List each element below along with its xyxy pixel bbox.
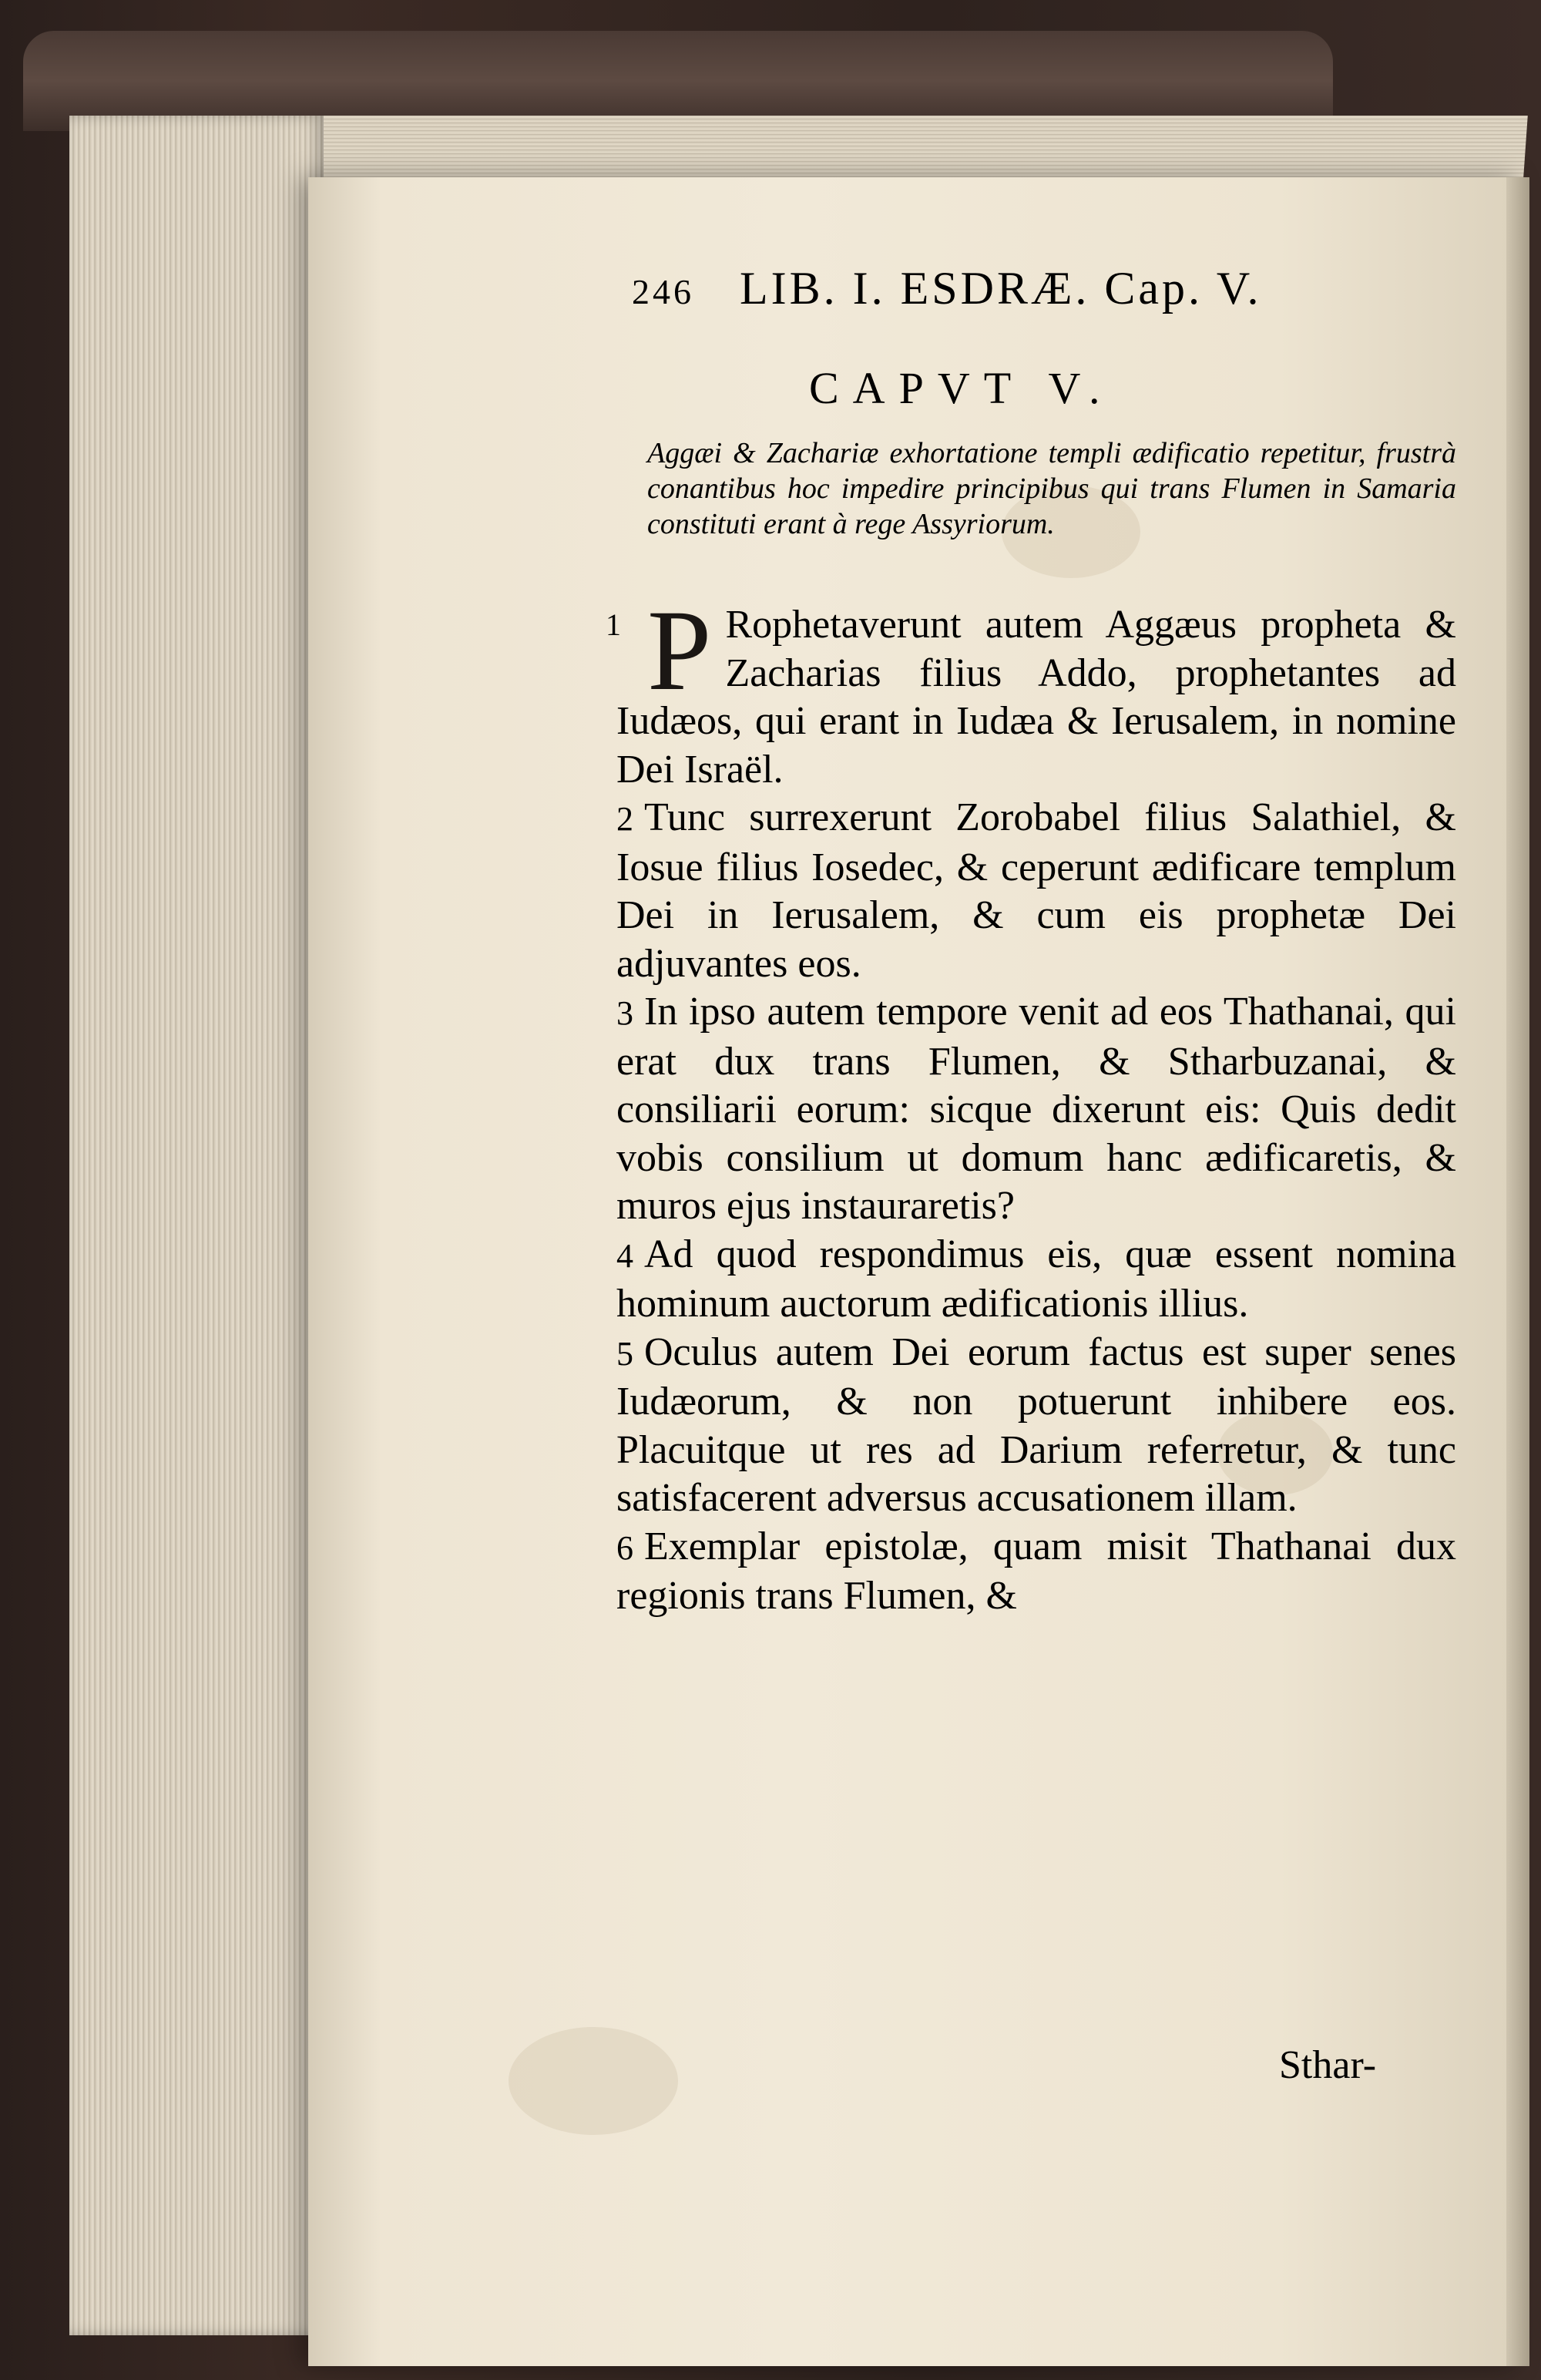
verse-text: Ad quod respondimus eis, quæ essent nomina hominum auctorum ædificationis illius.	[616, 1232, 1456, 1326]
chapter-summary: Aggæi & Zachariæ exhortatione templi ædificatio repetitur, frustrà conantibus hoc impedire principibus qui trans Flumen in Samaria constituti erant à rege Assyriorum.	[647, 437, 1456, 540]
running-head-title: LIB. I. ESDRÆ. Cap. V.	[740, 263, 1262, 314]
verse-number: 4	[616, 1236, 633, 1275]
verse-text: Oculus autem Dei eorum factus est super senes Iudæorum, & non potuerunt inhibere eos. Placuitque ut res ad Darium referretur, & tunc satisfacerent adversus accusationem illam.	[616, 1330, 1456, 1520]
page-edges	[69, 116, 324, 2335]
chapter-title: CAPVT V.	[809, 363, 1114, 413]
verse-1	[606, 587, 1456, 794]
drop-cap-initial: P	[647, 587, 712, 714]
verse-text: In ipso autem tempore venit ad eos Thathanai, qui erat dux trans Flumen, & Stharbuzanai, & consiliarii eorum: sicque dixerunt eis: Quis dedit vobis consilium ut domum hanc ædificaretis, & muros ejus instauraretis?	[616, 990, 1456, 1228]
verse-4	[616, 1231, 1456, 1329]
verse-number: 2	[616, 800, 633, 838]
running-head	[632, 262, 1464, 315]
verse-3	[616, 988, 1456, 1231]
verse-number: 6	[616, 1528, 633, 1567]
verse-text: Exemplar epistolæ, quam misit Thathanai dux regionis trans Flumen, &	[616, 1524, 1456, 1618]
page-right-edge	[1506, 177, 1529, 2366]
verse-number: 5	[616, 1334, 633, 1373]
verse-list	[606, 587, 1456, 1621]
catchword: Sthar-	[1279, 2043, 1377, 2087]
verse-6	[616, 1523, 1456, 1621]
verse-5	[616, 1329, 1456, 1523]
verse-text: Rophetaverunt autem Aggæus propheta & Zacharias filius Addo, prophetantes ad Iudæos, qui erant in Iudæa & Ierusalem, in nomine Dei Israël.	[616, 603, 1456, 792]
verse-text: Tunc surrexerunt Zorobabel filius Salathiel, & Iosue filius Iosedec, & ceperunt ædificare templum Dei in Ierusalem, & cum eis prophetæ Dei adjuvantes eos.	[616, 795, 1456, 986]
verse-2	[616, 794, 1456, 988]
page-number: 246	[632, 272, 694, 311]
verse-number: 3	[616, 994, 633, 1032]
verse-number: 1	[606, 607, 621, 642]
